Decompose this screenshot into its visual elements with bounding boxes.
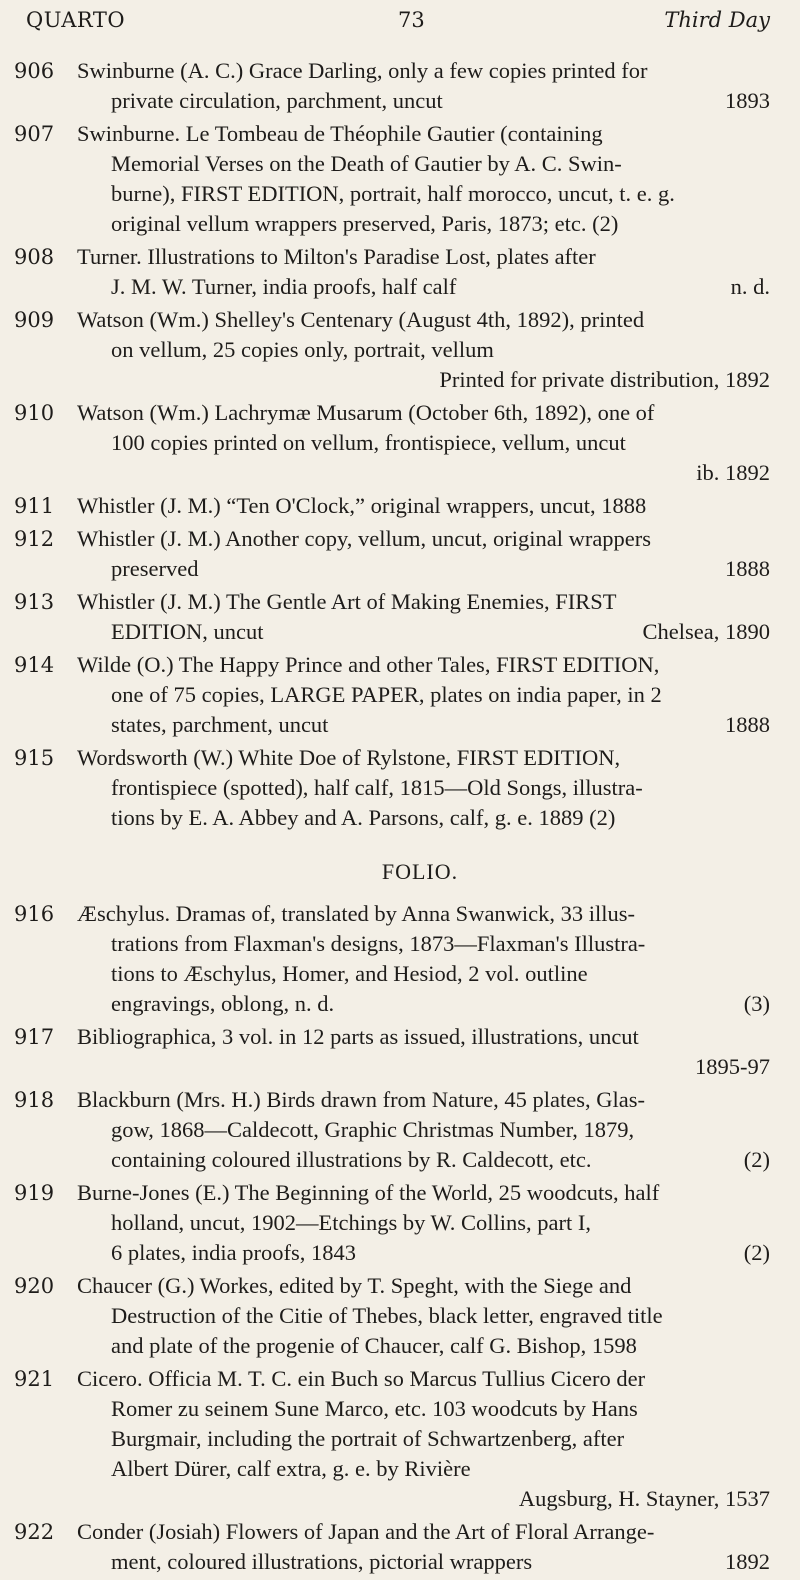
lot-entry <box>0 650 800 740</box>
lot-number: 915 <box>14 746 55 770</box>
description-line: Bibliographica, 3 vol. in 12 parts as issued, illustrations, uncut <box>77 1024 639 1049</box>
description-line: Whistler (J. M.) The Gentle Art of Making Enemies, FIRST <box>77 589 617 614</box>
lot-number: 913 <box>14 590 55 614</box>
lot-description <box>77 305 770 395</box>
description-line: Burgmair, including the portrait of Schwartzenberg, after <box>111 1426 625 1451</box>
lot-entry <box>0 899 800 1019</box>
section-title: FOLIO. <box>381 859 459 884</box>
lot-entry <box>0 1178 800 1268</box>
description-line: Blackburn (Mrs. H.) Birds drawn from Nature, 45 plates, Glas- <box>77 1087 645 1112</box>
description-line: Cicero. Officia M. T. C. ein Buch so Marcus Tullius Cicero der <box>77 1366 646 1391</box>
lot-description <box>77 1022 770 1082</box>
lot-description <box>77 398 770 488</box>
lot-description <box>77 743 770 833</box>
description-line: J. M. W. Turner, india proofs, half calf n. d. <box>111 274 770 299</box>
description-line: Memorial Verses on the Death of Gautier by A. C. Swin- <box>111 151 622 176</box>
lot-description <box>77 650 770 740</box>
description-line: 1895-97 <box>695 1054 770 1079</box>
page-header <box>26 8 770 44</box>
description-line: Chaucer (G.) Workes, edited by T. Speght, with the Siege and <box>77 1273 632 1298</box>
description-line: private circulation, parchment, uncut 1893 <box>111 88 770 113</box>
description-line: Albert Dürer, calf extra, g. e. by Rivière <box>111 1456 471 1481</box>
lot-description <box>77 524 770 584</box>
lot-number: 911 <box>14 494 55 518</box>
lot-description <box>77 1364 770 1514</box>
description-line: Turner. Illustrations to Milton's Paradise Lost, plates after <box>77 244 596 269</box>
page-number: 73 <box>398 8 425 32</box>
description-line: Whistler (J. M.) Another copy, vellum, uncut, original wrappers <box>77 526 652 551</box>
header-format: QUARTO <box>26 8 126 32</box>
description-line: original vellum wrappers preserved, Paris, 1873; etc. (2) <box>111 211 619 236</box>
description-line: Watson (Wm.) Lachrymæ Musarum (October 6th, 1892), one of <box>77 400 655 425</box>
folio-list <box>0 899 800 1577</box>
quarto-list <box>0 56 800 833</box>
lot-description <box>77 491 770 521</box>
description-line: states, parchment, uncut 1888 <box>111 712 770 737</box>
description-line: holland, uncut, 1902—Etchings by W. Collins, part I, <box>111 1210 591 1235</box>
description-line: ib. 1892 <box>696 460 770 485</box>
lot-number: 922 <box>14 1520 55 1544</box>
lot-number: 919 <box>14 1181 55 1205</box>
lot-entry <box>0 1364 800 1514</box>
description-line: engravings, oblong, n. d. (3) <box>111 991 770 1016</box>
lot-description <box>77 1085 770 1175</box>
lot-entry <box>0 56 800 116</box>
description-line: gow, 1868—Caldecott, Graphic Christmas Number, 1879, <box>111 1117 635 1142</box>
description-line: ment, coloured illustrations, pictorial wrappers 1892 <box>111 1549 770 1574</box>
description-line: containing coloured illustrations by R. Caldecott, etc. (2) <box>111 1147 770 1172</box>
description-line: Augsburg, H. Stayner, 1537 <box>518 1486 770 1511</box>
lot-entry <box>0 398 800 488</box>
lot-description <box>77 1178 770 1268</box>
description-line: 100 copies printed on vellum, frontispiece, vellum, uncut <box>111 430 626 455</box>
lot-number: 914 <box>14 653 55 677</box>
description-line: 6 plates, india proofs, 1843 (2) <box>111 1240 770 1265</box>
lot-entry <box>0 1271 800 1361</box>
description-line: Swinburne. Le Tombeau de Théophile Gautier (containing <box>77 121 603 146</box>
description-line: EDITION, uncut Chelsea, 1890 <box>111 619 770 644</box>
lot-description <box>77 119 770 239</box>
lot-entry <box>0 242 800 302</box>
description-line: preserved 1888 <box>111 556 770 581</box>
catalogue-entries <box>0 56 800 1580</box>
description-line: tions to Æschylus, Homer, and Hesiod, 2 vol. outline <box>111 961 588 986</box>
description-line: Printed for private distribution, 1892 <box>439 367 770 392</box>
description-line: Æschylus. Dramas of, translated by Anna Swanwick, 33 illus- <box>77 901 636 926</box>
description-line: tions by E. A. Abbey and A. Parsons, calf, g. e. 1889 (2) <box>111 805 616 830</box>
lot-entry <box>0 587 800 647</box>
lot-entry <box>0 743 800 833</box>
description-line: on vellum, 25 copies only, portrait, vellum <box>111 337 494 362</box>
lot-number: 920 <box>14 1274 55 1298</box>
lot-description <box>77 1517 770 1577</box>
lot-entry <box>0 1085 800 1175</box>
description-line: Swinburne (A. C.) Grace Darling, only a few copies printed for <box>77 58 648 83</box>
lot-description <box>77 899 770 1019</box>
lot-number: 918 <box>14 1088 55 1112</box>
description-line: frontispiece (spotted), half calf, 1815—Old Songs, illustra- <box>111 775 643 800</box>
lot-entry <box>0 1517 800 1577</box>
lot-number: 917 <box>14 1025 55 1049</box>
lot-description <box>77 1271 770 1361</box>
description-line: Watson (Wm.) Shelley's Centenary (August 4th, 1892), printed <box>77 307 645 332</box>
lot-description <box>77 56 770 116</box>
description-line: Destruction of the Citie of Thebes, black letter, engraved title <box>111 1303 663 1328</box>
lot-entry <box>0 119 800 239</box>
lot-number: 912 <box>14 527 55 551</box>
lot-number: 907 <box>14 122 55 146</box>
description-line: trations from Flaxman's designs, 1873—Flaxman's Illustra- <box>111 931 646 956</box>
lot-number: 916 <box>14 902 55 926</box>
header-day: Third Day <box>664 8 770 32</box>
description-line: Whistler (J. M.) “Ten O'Clock,” original wrappers, uncut, 1888 <box>77 493 647 518</box>
lot-entry <box>0 524 800 584</box>
lot-description <box>77 587 770 647</box>
description-line: one of 75 copies, LARGE PAPER, plates on india paper, in 2 <box>111 682 662 707</box>
lot-description <box>77 242 770 302</box>
lot-number: 908 <box>14 245 55 269</box>
lot-number: 921 <box>14 1367 55 1391</box>
lot-number: 906 <box>14 59 55 83</box>
lot-number: 910 <box>14 401 55 425</box>
description-line: Wordsworth (W.) White Doe of Rylstone, FIRST EDITION, <box>77 745 621 770</box>
description-line: and plate of the progenie of Chaucer, calf G. Bishop, 1598 <box>111 1333 637 1358</box>
description-line: Conder (Josiah) Flowers of Japan and the Art of Floral Arrange- <box>77 1519 655 1544</box>
lot-entry <box>0 1022 800 1082</box>
description-line: burne), FIRST EDITION, portrait, half morocco, uncut, t. e. g. <box>111 181 675 206</box>
description-line: Wilde (O.) The Happy Prince and other Tales, FIRST EDITION, <box>77 652 660 677</box>
lot-number: 909 <box>14 308 55 332</box>
description-line: Romer zu seinem Sune Marco, etc. 103 woodcuts by Hans <box>111 1396 638 1421</box>
lot-entry <box>0 491 800 521</box>
description-line: Burne-Jones (E.) The Beginning of the World, 25 woodcuts, half <box>77 1180 660 1205</box>
lot-entry <box>0 305 800 395</box>
